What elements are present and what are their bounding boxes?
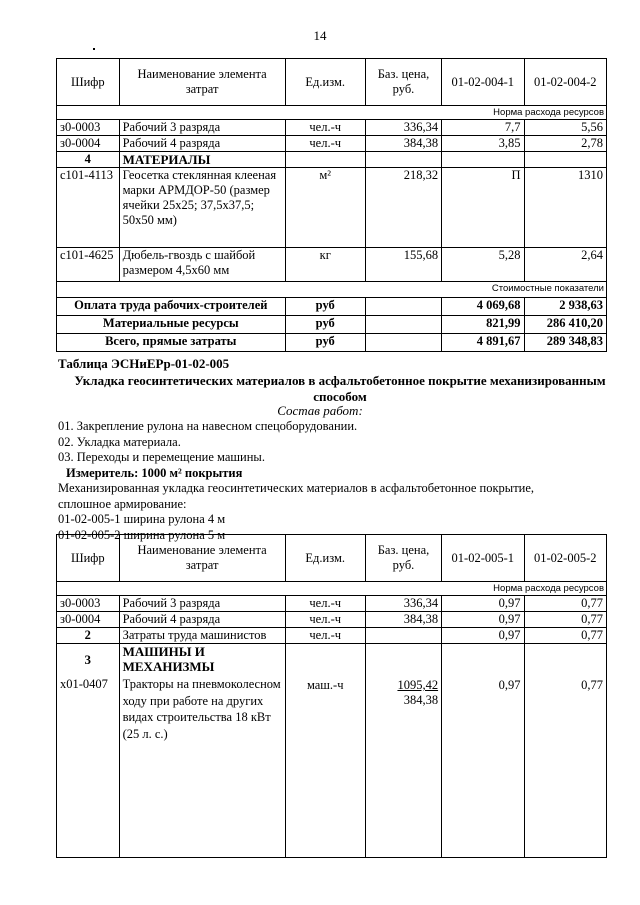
row-price: 218,32 (365, 168, 441, 248)
total-value-a: 821,99 (442, 316, 524, 334)
row-value-b: 0,77 (524, 644, 606, 858)
row-price-secondary: 384,38 (403, 693, 439, 707)
table-row (57, 612, 607, 628)
cost-label: Стоимостные показатели (57, 282, 607, 298)
row-price: 336,34 (365, 120, 441, 136)
norm-label: Норма расхода ресурсов (57, 582, 607, 596)
row-unit: чел.-ч (285, 120, 365, 136)
row-code: з0-0003 (57, 120, 120, 136)
header-unit: Ед.изм. (285, 59, 365, 106)
row-code: с101-4625 (57, 248, 120, 282)
resource-table-2 (56, 534, 607, 858)
total-row (57, 298, 607, 316)
row-value-a: 0,97 (442, 628, 524, 644)
table-row (57, 168, 607, 248)
row-price: 384,38 (365, 136, 441, 152)
work-name-line: Укладка геосинтетических материалов в асфальтобетонное покрытие механизированным (74, 373, 606, 388)
work-name-line: способом (313, 388, 367, 404)
work-step: 02. Укладка материала. (58, 434, 181, 449)
total-value-a: 4 069,68 (442, 298, 524, 316)
total-name: Материальные ресурсы (57, 316, 286, 334)
row-name: Геосетка стеклянная клееная марки АРМДОР-50 (размер ячейки 25х25; 37,5х37,5; 50х50 мм) (119, 168, 285, 248)
table-row (57, 136, 607, 152)
section-row (57, 152, 607, 168)
work-steps (58, 419, 618, 543)
row-code: з0-0003 (57, 596, 120, 612)
row-value-b: 1310 (524, 168, 606, 248)
row-name: Тракторы на пневмоколесном ходу при работе на других видах строительства 18 кВт (25 л. с.) (122, 677, 281, 741)
table-header (57, 59, 607, 106)
total-row (57, 316, 607, 334)
table-row (57, 596, 607, 612)
section-title: МАШИНЫ И (122, 644, 205, 659)
row-unit: маш.-ч (285, 644, 365, 858)
variant-line: 01-02-005-2 ширина рулона 5 м (58, 527, 226, 542)
row-value-a: 3,85 (442, 136, 524, 152)
row-value-b: 2,64 (524, 248, 606, 282)
header-col-a: 01-02-004-1 (442, 59, 524, 106)
row-value-b: 5,56 (524, 120, 606, 136)
machine-section (57, 644, 607, 858)
header-code: Шифр (57, 59, 120, 106)
row-price: 155,68 (365, 248, 441, 282)
description-line: Механизированная укладка геосинтетических материалов в асфальтобетонное покрытие, (58, 481, 535, 495)
row-code: з0-0004 (57, 136, 120, 152)
row-name: Рабочий 4 разряда (119, 612, 285, 628)
row-name: Рабочий 3 разряда (119, 120, 285, 136)
total-unit: руб (285, 298, 365, 316)
row-unit: чел.-ч (285, 596, 365, 612)
header-col-a: 01-02-005-1 (442, 535, 524, 582)
section-title: МАТЕРИАЛЫ (119, 152, 285, 168)
section-number: 4 (57, 152, 120, 168)
row-code: с101-4113 (57, 168, 120, 248)
row-unit: кг (285, 248, 365, 282)
row-value-a: П (442, 168, 524, 248)
table-row (57, 628, 607, 644)
row-value-a: 5,28 (442, 248, 524, 282)
row-value-b: 2,78 (524, 136, 606, 152)
row-value-b: 0,77 (524, 596, 606, 612)
row-price: 384,38 (365, 612, 441, 628)
header-col-b: 01-02-005-2 (524, 535, 606, 582)
total-name: Оплата труда рабочих-строителей (57, 298, 286, 316)
table-title: Таблица ЭСНиЕРр-01-02-005 (58, 356, 230, 371)
table-header (57, 535, 607, 582)
total-name: Всего, прямые затраты (57, 334, 286, 352)
meter-line: Измеритель: 1000 м² покрытия (66, 465, 243, 480)
header-price: Баз. цена, руб. (365, 59, 441, 106)
table-row (57, 120, 607, 136)
row-value-a: 0,97 (442, 612, 524, 628)
work-step: 01. Закрепление рулона на навесном спецоборудовании. (58, 419, 358, 433)
row-name: Рабочий 3 разряда (119, 596, 285, 612)
description-line: сплошное армирование: (58, 496, 187, 511)
row-value-a: 7,7 (442, 120, 524, 136)
total-unit: руб (285, 334, 365, 352)
row-value-a: 0,97 (442, 596, 524, 612)
row-code: х01-0407 (60, 677, 108, 691)
total-value-b: 289 348,83 (524, 334, 606, 352)
resource-table-1 (56, 58, 607, 352)
variant-line: 01-02-005-1 ширина рулона 4 м (58, 512, 226, 526)
stray-dot (93, 48, 95, 50)
norm-label: Норма расхода ресурсов (57, 106, 607, 120)
section-number: 3 (84, 652, 92, 667)
header-code: Шифр (57, 535, 120, 582)
header-col-b: 01-02-004-2 (524, 59, 606, 106)
row-value-b: 0,77 (524, 612, 606, 628)
row-value-a: 0,97 (442, 644, 524, 858)
header-name: Наименование элемента затрат (119, 535, 285, 582)
row-name: Дюбель-гвоздь с шайбой размером 4,5х60 мм (119, 248, 285, 282)
page-number: 14 (313, 28, 327, 43)
total-value-a: 4 891,67 (442, 334, 524, 352)
composition-label: Состав работ: (277, 403, 363, 418)
row-code: 2 (57, 628, 120, 644)
row-unit: м² (285, 168, 365, 248)
total-value-b: 2 938,63 (524, 298, 606, 316)
total-row (57, 334, 607, 352)
row-price: 336,34 (365, 596, 441, 612)
row-unit: чел.-ч (285, 628, 365, 644)
row-price: 1095,42 (397, 678, 439, 692)
row-value-b: 0,77 (524, 628, 606, 644)
header-unit: Ед.изм. (285, 535, 365, 582)
header-price: Баз. цена, руб. (365, 535, 441, 582)
row-name: Затраты труда машинистов (119, 628, 285, 644)
work-step: 03. Переходы и перемещение машины. (58, 450, 265, 464)
row-unit: чел.-ч (285, 136, 365, 152)
row-unit: чел.-ч (285, 612, 365, 628)
row-name: Рабочий 4 разряда (119, 136, 285, 152)
total-value-b: 286 410,20 (524, 316, 606, 334)
header-name: Наименование элемента затрат (119, 59, 285, 106)
section-title: МЕХАНИЗМЫ (122, 659, 215, 674)
row-code: з0-0004 (57, 612, 120, 628)
total-unit: руб (285, 316, 365, 334)
work-name (40, 373, 640, 404)
table-row (57, 248, 607, 282)
